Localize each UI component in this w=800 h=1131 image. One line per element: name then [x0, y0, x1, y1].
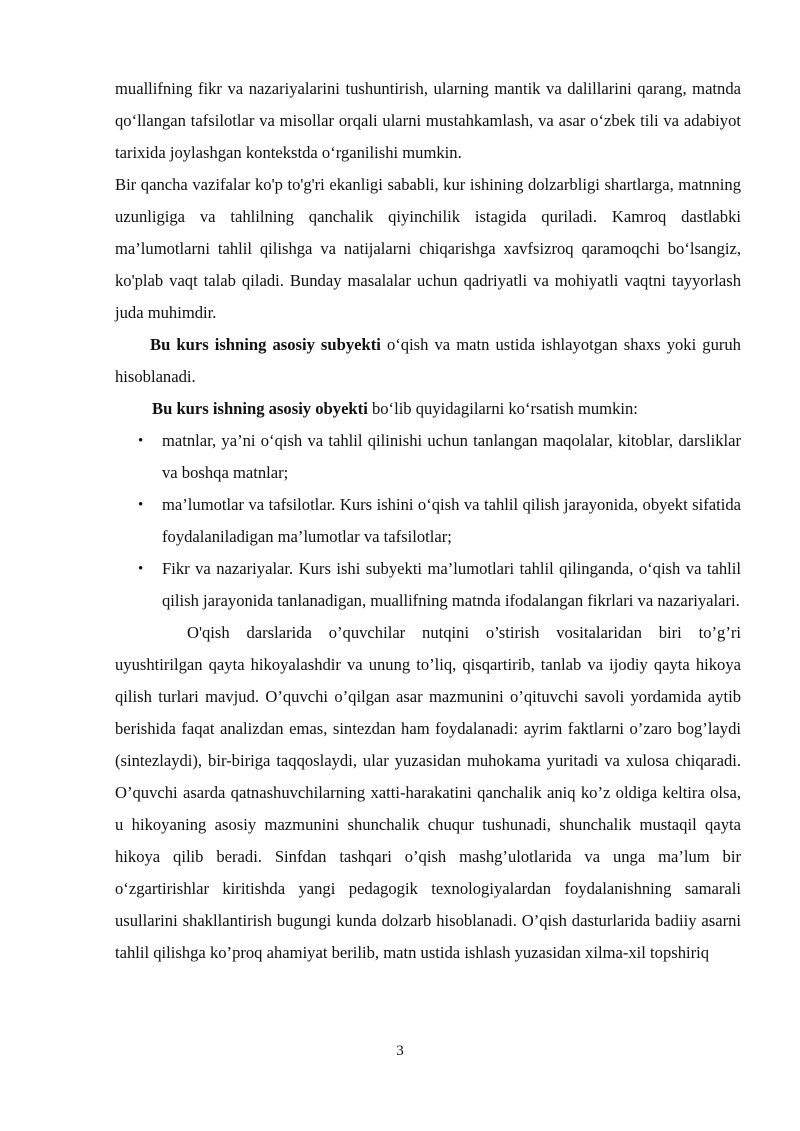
bullet-icon: •: [138, 561, 144, 577]
list-item: [138, 489, 741, 553]
object-text: bo‘lib quyidagilarni ko‘rsatish mumkin:: [367, 399, 638, 418]
page-body: [115, 73, 741, 969]
paragraph-subject: [115, 329, 741, 393]
bullet-icon: •: [138, 433, 144, 449]
list-item-text: matnlar, ya’ni o‘qish va tahlil qilinishi uchun tanlangan maqolalar, kitoblar, darsliklar va boshqa matnlar;: [162, 431, 741, 482]
list-item: [138, 425, 741, 489]
paragraph-2: Bir qancha vazifalar ko'p to'g'ri ekanligi sababli, kur ishining dolzarbligi shartlarga, matnning uzunligiga va tahlilning qanchalik qiyinchilik istagida quriladi. Kamroq dastlabki ma’lumotlarni tahlil qilishga va natijalarni chiqarishga xavfsizroq qaramoqchi bo‘lsangiz, ko'plab vaqt talab qiladi. Bunday masalalar uchun qadriyatli va mohiyatli vaqtni tayyorlash juda muhimdir.: [115, 175, 741, 322]
list-item-text: ma’lumotlar va tafsilotlar. Kurs ishini o‘qish va tahlil qilish jarayonida, obyekt sifatida foydalaniladigan ma’lumotlar va tafsilotlar;: [162, 495, 741, 546]
bullet-icon: •: [138, 497, 144, 513]
subject-heading: Bu kurs ishning asosiy subyekti: [150, 335, 381, 354]
object-heading: Bu kurs ishning asosiy obyekti: [152, 399, 368, 418]
paragraph-1: muallifning fikr va nazariyalarini tushuntirish, ularning mantik va dalillarini qarang, matnda qo‘llangan tafsilotlar va misollar orqali ularni mustahkamlash, va asar o‘zbek tili va adabiyot tarixida joylashgan kontekstda o‘rganilishi mumkin.: [115, 79, 741, 162]
subject-text: o‘qish va matn ustida ishlayotgan shaxs yoki guruh hisoblanadi.: [115, 335, 741, 386]
paragraph-retelling: O'qish darslarida o’quvchilar nutqini o’stirish vositalaridan biri to’g’ri uyushtirilgan qayta hikoyalashdir va unung to’liq, qisqartirib, tanlab va ijodiy qayta hikoya qilish turlari mavjud. O’quvchi o’qilgan asar mazmunini o’qituvchi savoli yordamida aytib berishida faqat analizdan emas, sintezdan ham foydalanadi: ayrim faktlarni o’zaro bog’laydi (sintezlaydi), bir-biriga taqqoslaydi, ular yuzasidan muhokama yuritadi va xulosa chiqaradi. O’quvchi asarda qatnashuvchilarning xatti-harakatini qanchalik aniq ko’z oldiga keltira olsa, u hikoyaning asosiy mazmunini shunchalik chuqur tushunadi, shunchalik mustaqil qayta hikoya qilib beradi. Sinfdan tashqari o’qish mashg’ulotlarida va unga ma’lum bir o‘zgartirishlar kiritishda yangi pedagogik texnologiyalardan foydalanishning samarali usullarini shakllantirish bugungi kunda dolzarb hisoblanadi. O’qish dasturlarida badiiy asarni tahlil qilishga ko’proq ahamiyat berilib, matn ustida ishlash yuzasidan xilma-xil topshiriq: [115, 623, 741, 962]
paragraph-object: [115, 393, 741, 425]
list-item-text: Fikr va nazariyalar. Kurs ishi subyekti ma’lumotlari tahlil qilinganda, o‘qish va tahlil qilish jarayonida tanlanadigan, muallifning matnda ifodalangan fikrlari va nazariyalari.: [162, 559, 741, 610]
list-item: [138, 553, 741, 617]
object-list: [115, 425, 741, 617]
page-number: 3: [396, 1043, 404, 1059]
